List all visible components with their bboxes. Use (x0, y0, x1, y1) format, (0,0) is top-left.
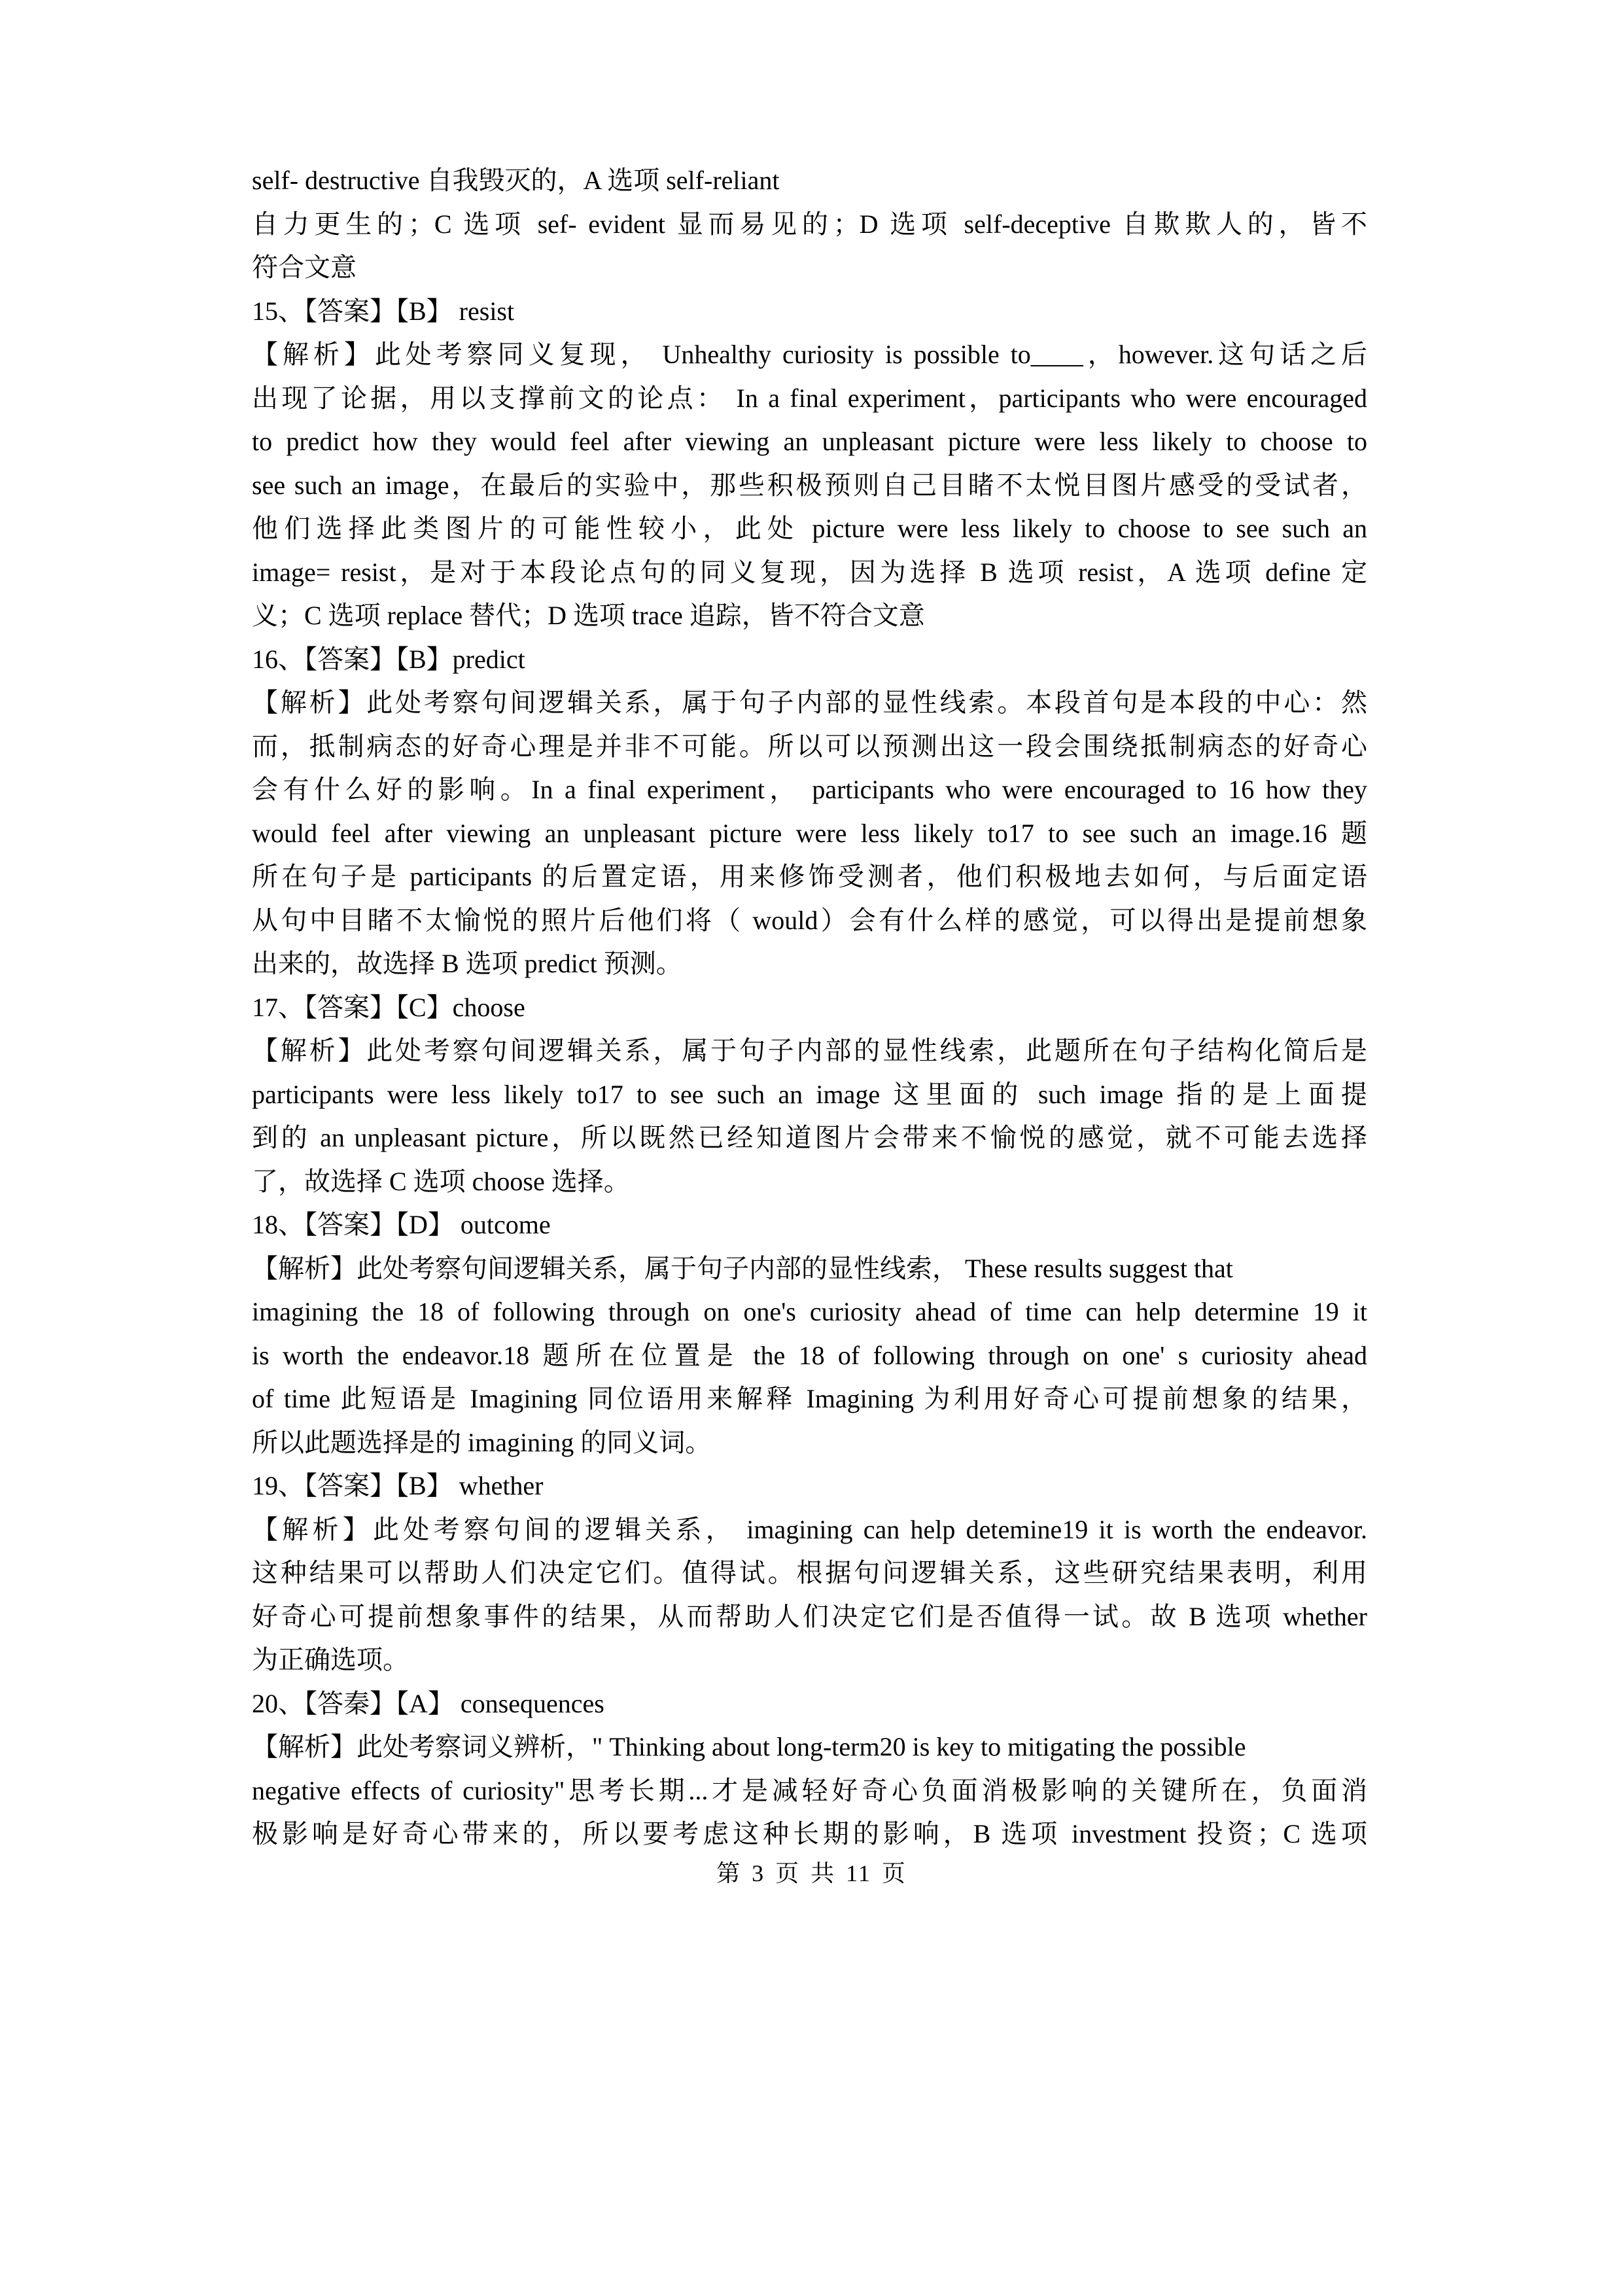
text-line: 好奇心可提前想象事件的结果，从而帮助人们决定它们是否值得一试。故 B 选项 whether (252, 1601, 1367, 1631)
text-line: see such an image，在最后的实验中，那些积极预则自己目睹不太悦目图片感受的受试者， (252, 470, 1367, 500)
text-line: 而，抵制病态的好奇心理是并非不可能。所以可以预测出这一段会围绕抵制病态的好奇心 (252, 731, 1367, 761)
text-line: 【解析】此处考察句间逻辑关系，属于句子内部的显性线索。本段首句是本段的中心：然 (252, 688, 1367, 717)
text-line: 【解析】此处考察词义辨析，" Thinking about long-term20 is key to mitigating the possible (252, 1732, 1246, 1761)
answer-heading-17: 17、【答案】【C】choose (252, 992, 525, 1022)
text-line: 为正确选项。 (252, 1645, 409, 1674)
text-line: negative effects of curiosity"思考长期...才是减轻好奇心负面消极影响的关键所在，负面消 (252, 1775, 1367, 1805)
text-line: 自力更生的；C 选项 sef- evident 显而易见的；D 选项 self-deceptive 自欺欺人的，皆不 (252, 209, 1367, 239)
text-line: 了，故选择 C 选项 choose 选择。 (252, 1166, 630, 1196)
text-line: 【解析】此处考察同义复现， Unhealthy curiosity is possible to____，however.这句话之后 (252, 340, 1367, 369)
text-line: 所在句子是 participants 的后置定语，用来修饰受测者，他们积极地去如何，与后面定语 (252, 862, 1367, 891)
current-page-number: 3 (752, 1860, 765, 1886)
text-line: participants were less likely to17 to see such an image 这里面的 such image 指的是上面提 (252, 1079, 1367, 1109)
text-line: 【解析】此处考察句间逻辑关系，属于句子内部的显性线索， These results suggest that (252, 1253, 1233, 1283)
text-line: imagining the 18 of following through on one's curiosity ahead of time can help determine 19 it (252, 1297, 1367, 1326)
text-line: 从句中目睹不太愉悦的照片后他们将（ would）会有什么样的感觉，可以得出是提前想象 (252, 905, 1367, 935)
text-line: to predict how they would feel after viewing an unpleasant picture were less likely to choose to (252, 427, 1367, 456)
footer-prefix: 第 (716, 1860, 742, 1886)
text-line: 到的 an unpleasant picture，所以既然已经知道图片会带来不愉悦的感觉，就不可能去选择 (252, 1123, 1367, 1152)
text-line: 义；C 选项 replace 替代；D 选项 trace 追踪，皆不符合文意 (252, 601, 925, 630)
text-line: 【解析】此处考察句间的逻辑关系， imagining can help detemine19 it is worth the endeavor. (252, 1514, 1367, 1544)
text-line: 符合文意 (252, 253, 357, 282)
text-line: 他们选择此类图片的可能性较小，此处 picture were less likely to choose to see such an (252, 514, 1367, 543)
text-line: is worth the endeavor.18 题所在位置是 the 18 of following through on one' s curiosity ahead (252, 1340, 1367, 1370)
text-line: 出来的，故选择 B 选项 predict 预测。 (252, 949, 682, 978)
text-line: 所以此题选择是的 imagining 的同义词。 (252, 1427, 712, 1457)
text-line: 会有什么好的影响。In a final experiment， participants who were encouraged to 16 how they (252, 775, 1367, 804)
answer-heading-18: 18、【答案】【D】 outcome (252, 1210, 551, 1239)
page-footer (0, 1857, 1623, 1890)
text-line: of time 此短语是 Imagining 同位语用来解释 Imagining 为利用好奇心可提前想象的结果， (252, 1384, 1367, 1413)
text-line: 出现了论据，用以支撑前文的论点： In a final experiment，participants who were encouraged (252, 383, 1367, 413)
total-pages-number: 11 (846, 1860, 871, 1886)
text-line: 这种结果可以帮助人们决定它们。值得试。根据句问逻辑关系，这些研究结果表明，利用 (252, 1558, 1367, 1587)
answer-heading-16: 16、【答案】【B】predict (252, 644, 525, 674)
footer-page-word: 页 (775, 1860, 801, 1886)
text-line: self- destructive 自我毁灭的，A 选项 self-reliant (252, 166, 780, 195)
answer-heading-20: 20、【答秦】【A】 consequences (252, 1688, 604, 1718)
document-body (252, 159, 1367, 1856)
footer-total-word: 共 (811, 1860, 836, 1886)
footer-suffix: 页 (881, 1860, 907, 1886)
answer-heading-19: 19、【答案】【B】 whether (252, 1471, 544, 1500)
text-line: image= resist，是对于本段论点句的同义复现，因为选择 B 选项 resist，A 选项 define 定 (252, 557, 1367, 587)
text-line: 极影响是好奇心带来的，所以要考虑这种长期的影响，B 选项 investment 投资；C 选项 (252, 1819, 1367, 1848)
answer-heading-15: 15、【答案】【B】 resist (252, 296, 515, 326)
text-line: 【解析】此处考察句间逻辑关系，属于句子内部的显性线索，此题所在句子结构化简后是 (252, 1036, 1367, 1065)
text-line: would feel after viewing an unpleasant picture were less likely to17 to see such an image.16 题 (252, 818, 1367, 848)
